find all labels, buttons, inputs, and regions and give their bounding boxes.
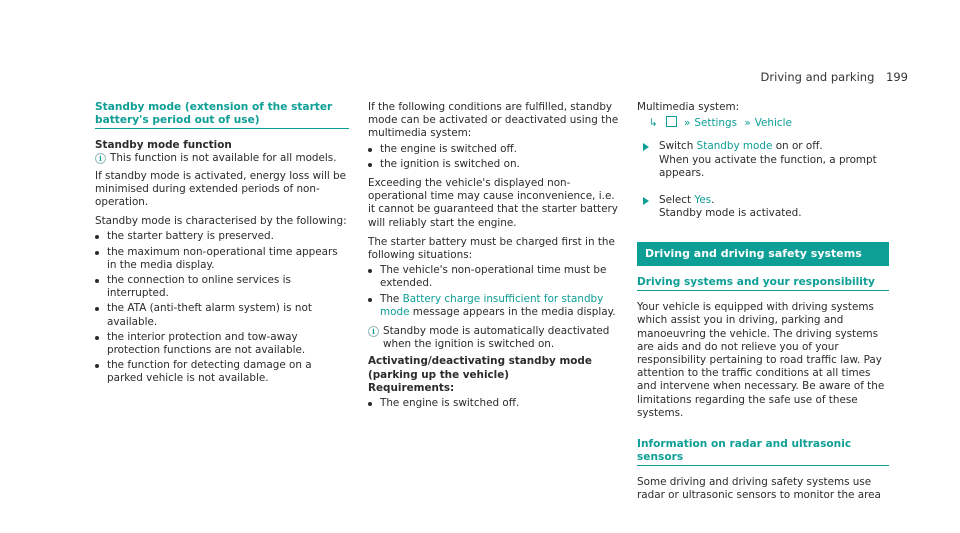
list-item [368,397,620,410]
step-arrow-icon [643,143,649,151]
charge-situations-list [368,264,620,319]
list-item-text: the ATA (anti-theft alarm system) is not available. [107,302,312,328]
list-item [368,293,620,319]
list-item [95,246,349,272]
info-icon: i [368,326,379,337]
sensors-title: Information on radar and ultrasonic sensors [637,438,889,466]
menu-settings: Settings [694,117,738,130]
bullet-icon [368,402,372,406]
step-arrow-icon [643,197,649,205]
conditions-list [368,143,620,171]
paragraph: Some driving and driving safety systems use radar or ultrasonic sensors to monitor the area [637,476,881,502]
bullet-icon [95,279,99,283]
step-text: Switch [659,140,697,153]
bullet-icon [95,336,99,340]
paragraph: Exceeding the vehicle's displayed non-operational time may cause inconvenience, i.e. it cannot be guaranteed that the starter battery will reliably start the engine. [368,177,618,229]
battery-charge-message-link: Battery charge insufficient for standby mode [380,292,604,318]
list-item [95,274,349,300]
bullet-icon [95,251,99,255]
bullet-icon [368,298,372,302]
bullet-icon [368,163,372,167]
availability-note [95,152,349,165]
paragraph: Your vehicle is equipped with driving systems which assist you in driving, parking and manoeuvring the vehicle. The driving systems are aids and do not relieve you of your responsibility pertaining to road traffic law. Pay attention to the traffic conditions at all times and intervene when necessary. Be aware of the limitations regarding the safe use of these systems. [637,301,885,419]
step-text: on or off. [772,140,823,153]
step-select-yes [637,194,889,220]
list-item [95,302,349,328]
double-chevron-icon: » [684,117,691,130]
activate-standby-subhead: Activating/deactivating standby mode (parking up the vehicle) [368,355,592,381]
paragraph: The starter battery must be charged first in the following situations: [368,235,615,262]
step-detail: Standby mode is activated. [659,207,802,220]
bullet-icon [95,235,99,239]
list-item-text: the engine is switched off. [380,142,517,155]
list-item-text: the maximum non-operational time appears in the media display. [107,245,338,271]
info-icon: i [95,153,106,164]
path-arrow-icon: ↳ [649,117,658,130]
header-section: Driving and parking [760,70,875,84]
paragraph: If the following conditions are fulfilled, standby mode can be activated or deactivated using the multimedia system: [368,101,619,140]
requirements-label: Requirements: [368,381,455,394]
list-item [368,264,620,290]
menu-path [649,116,889,130]
step-detail: When you activate the function, a prompt appears. [659,153,877,179]
list-item-text: The engine is switched off. [380,397,520,410]
bullet-icon [95,307,99,311]
column-2 [368,101,620,416]
list-item-text: message appears in the media display. [409,305,616,318]
home-icon [666,116,677,127]
double-chevron-icon: » [744,117,751,130]
step-switch-standby [637,140,889,180]
yes-link: Yes [694,194,712,207]
list-item-text: The [380,292,403,305]
column-1 [95,101,349,392]
page-header [761,70,908,84]
standby-characteristics-list [95,230,349,385]
standby-mode-title: Standby mode (extension of the starter battery's period out of use) [95,101,349,129]
page-number: 199 [886,70,908,84]
driving-safety-banner: Driving and driving safety systems [637,242,889,265]
driving-systems-title: Driving systems and your responsibility [637,276,889,292]
list-item-text: the connection to online services is interrupted. [107,274,291,300]
auto-deactivate-note [368,325,620,351]
list-item-text: the ignition is switched on. [380,157,520,170]
menu-vehicle: Vehicle [754,117,792,130]
standby-mode-link: Standby mode [696,140,773,153]
bullet-icon [95,364,99,368]
list-item-text: the function for detecting damage on a parked vehicle is not available. [107,359,312,385]
list-item [95,331,349,357]
bullet-icon [368,148,372,152]
step-text: . [711,194,715,207]
paragraph: If standby mode is activated, energy loss will be minimised during extended periods of non-operation. [95,169,347,208]
list-item [95,359,349,385]
standby-function-subhead: Standby mode function [95,139,232,152]
auto-deactivate-note-text: Standby mode is automatically deactivated when the ignition is switched on. [383,325,610,351]
multimedia-system-label: Multimedia system: [637,101,740,113]
requirements-list [368,397,620,410]
paragraph: Standby mode is characterised by the following: [95,215,347,228]
step-text: Select [659,194,695,207]
list-item-text: The vehicle's non-operational time must be extended. [380,264,607,290]
column-3 [637,101,889,509]
availability-note-text: This function is not available for all models. [110,152,337,165]
list-item-text: the interior protection and tow-away protection functions are not available. [107,330,306,357]
list-item [95,230,349,243]
list-item-text: the starter battery is preserved. [107,230,274,243]
list-item [368,158,620,171]
bullet-icon [368,269,372,273]
list-item [368,143,620,156]
